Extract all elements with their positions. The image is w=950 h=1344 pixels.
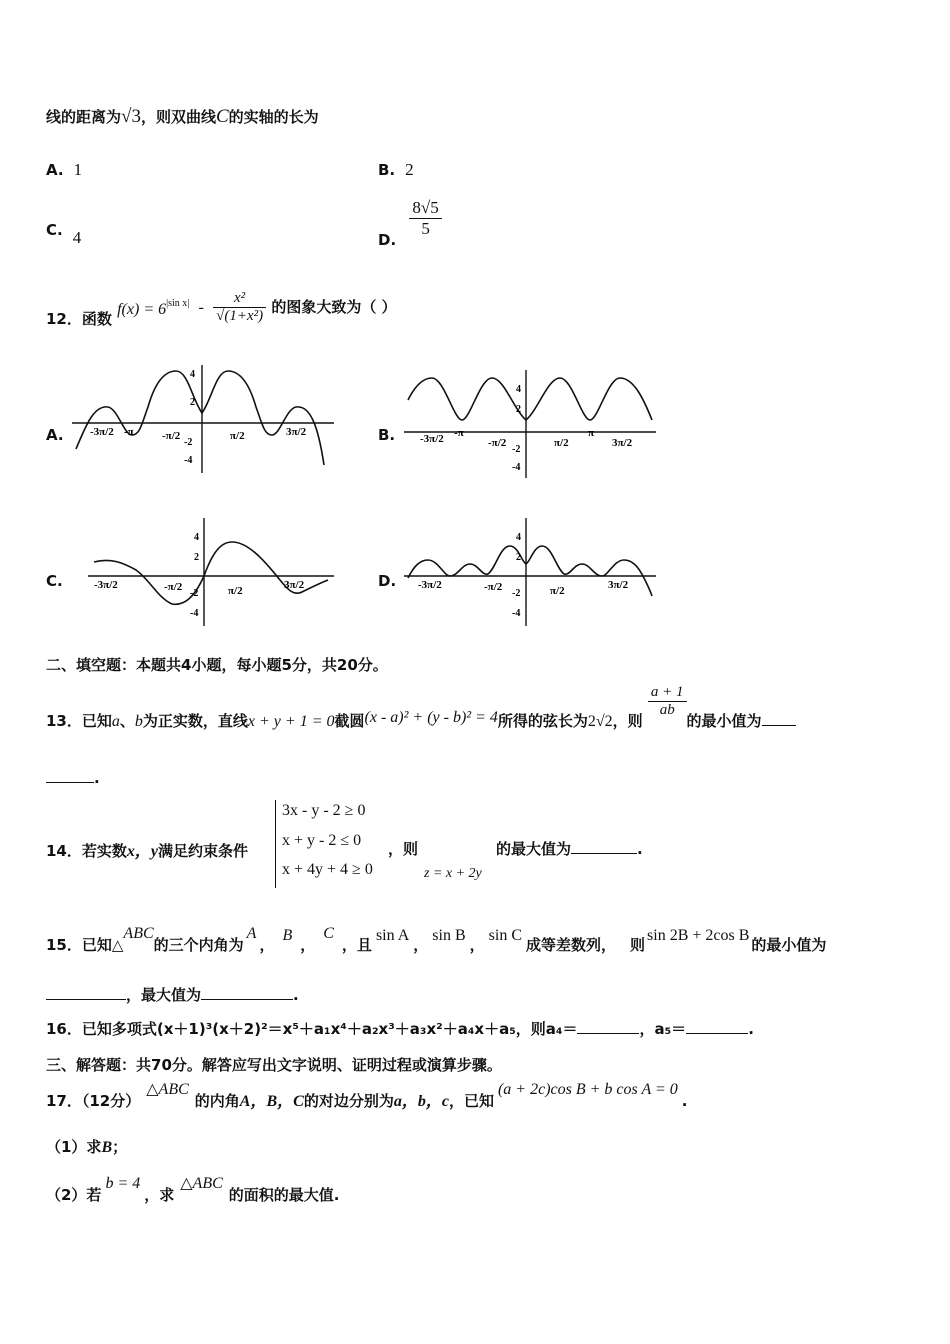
tick-label: -4 (184, 455, 193, 466)
q11-option-c[interactable]: C. 4 (46, 221, 82, 247)
tick-label: π/2 (228, 585, 243, 597)
tick-label: 4 (516, 384, 521, 395)
tick-label: -3π/2 (418, 579, 442, 591)
graph-b-curve (408, 378, 652, 420)
tick-label: 2 (516, 404, 521, 415)
tick-label: -π/2 (488, 437, 507, 449)
q11-option-d[interactable]: D. $\frac{8√5}{5}$ (378, 198, 442, 239)
graph-b[interactable] (404, 370, 659, 486)
tick-label: π/2 (230, 430, 245, 442)
graph-a[interactable] (72, 365, 337, 481)
graph-c[interactable] (88, 518, 338, 634)
tick-label: -π/2 (162, 430, 181, 442)
tick-label: -4 (512, 608, 521, 619)
tick-label: π/2 (550, 585, 565, 597)
tick-label: 3π/2 (284, 579, 305, 591)
q16-stem: 16．已知多项式(x＋1)³(x＋2)²＝x⁵＋a₁x⁴＋a₂x³＋a₃x²＋a₄x＋a₅，则a₄＝ ，a₅＝ . (46, 1020, 754, 1038)
tick-label: 3π/2 (286, 426, 307, 438)
tick-label: -π/2 (484, 581, 503, 593)
tick-label: -3π/2 (420, 433, 444, 445)
tick-label: -3π/2 (90, 426, 114, 438)
tick-label: 4 (516, 532, 521, 543)
q15-answer: ，最大值为 . (46, 984, 299, 1005)
tick-label: 3π/2 (612, 437, 633, 449)
graph-a-curve (76, 371, 324, 465)
q14-answer: 的最大值为 . (496, 840, 643, 858)
q13-stem: 13．已知a、b为正实数，直线x + y + 1 = 0截圆(x - a)² + (y - b)² = 4所得的弦长为2√2，则 $\frac{a + 1}{ab}$ 的最小值为 (46, 684, 796, 719)
q17-part-1: （1）求B； (46, 1138, 128, 1156)
q17-stem: 17．（12分）△ABC的内角A，B，C的对边分别为a，b，c，已知(a + 2c)cos B + b cos A = 0. (46, 1081, 688, 1110)
q17-part-2: （2）若b = 4，求△ABC的面积的最大值. (46, 1175, 340, 1204)
q14-stem-right: ，则 (388, 840, 419, 858)
tick-label: 2 (516, 552, 521, 563)
tick-label: -π (124, 426, 134, 438)
q14-stem-left: 14．若实数x，y满足约束条件 (46, 842, 248, 860)
tick-label: 3π/2 (608, 579, 629, 591)
graph-d[interactable] (404, 518, 659, 634)
tick-label: 4 (190, 369, 195, 380)
graph-c-curve (94, 542, 328, 604)
tick-label: -2 (190, 588, 199, 599)
tick-label: -4 (190, 608, 199, 619)
q14-constraint-1: 3x - y - 2 ≥ 0 (282, 802, 366, 819)
q13-blank-cont[interactable]: . (46, 768, 100, 787)
tick-label: -2 (512, 588, 521, 599)
tick-label: 2 (194, 552, 199, 563)
tick-label: -3π/2 (94, 579, 118, 591)
q14-constraint-2: x + y - 2 ≤ 0 (282, 832, 362, 849)
q12-stem: 12．函数 $f(x) = 6^{|sin x|}$ - $\frac{\text{x²}}{\text{√(1+x²)}}$ 的图象大致为（ ） (46, 290, 397, 328)
tick-label: π (588, 427, 595, 439)
q12-option-a-label[interactable]: A. (46, 426, 64, 444)
q12-option-d-label[interactable]: D. (378, 572, 397, 590)
q11-option-b[interactable]: B. 2 (378, 160, 414, 179)
q11-option-a[interactable]: A. 1 (46, 160, 83, 179)
q14-objective: z = x + 2y (424, 866, 482, 881)
section-2-heading: 二、填空题：本题共4小题，每小题5分，共20分。 (46, 656, 388, 674)
tick-label: π/2 (554, 437, 569, 449)
q12-option-b-label[interactable]: B. (378, 426, 396, 444)
tick-label: -π/2 (164, 581, 183, 593)
tick-label: 4 (194, 532, 199, 543)
tick-label: 2 (190, 397, 195, 408)
q12-option-c-label[interactable]: C. (46, 572, 63, 590)
tick-label: -2 (512, 444, 521, 455)
tick-label: -π (454, 427, 464, 439)
q11-stem: 线的距离为√3，则双曲线C的实轴的长为 (46, 106, 319, 127)
section-3-heading: 三、解答题：共70分。解答应写出文字说明、证明过程或演算步骤。 (46, 1056, 502, 1074)
q15-stem: 15．已知△ABC的三个内角为A，B，C，且sin A，sin B，sin C成等差数列， 则sin 2B + 2cos B的最小值为 (46, 925, 827, 954)
tick-label: -2 (184, 437, 193, 448)
tick-label: -4 (512, 462, 521, 473)
q14-constraint-3: x + 4y + 4 ≥ 0 (282, 861, 373, 878)
